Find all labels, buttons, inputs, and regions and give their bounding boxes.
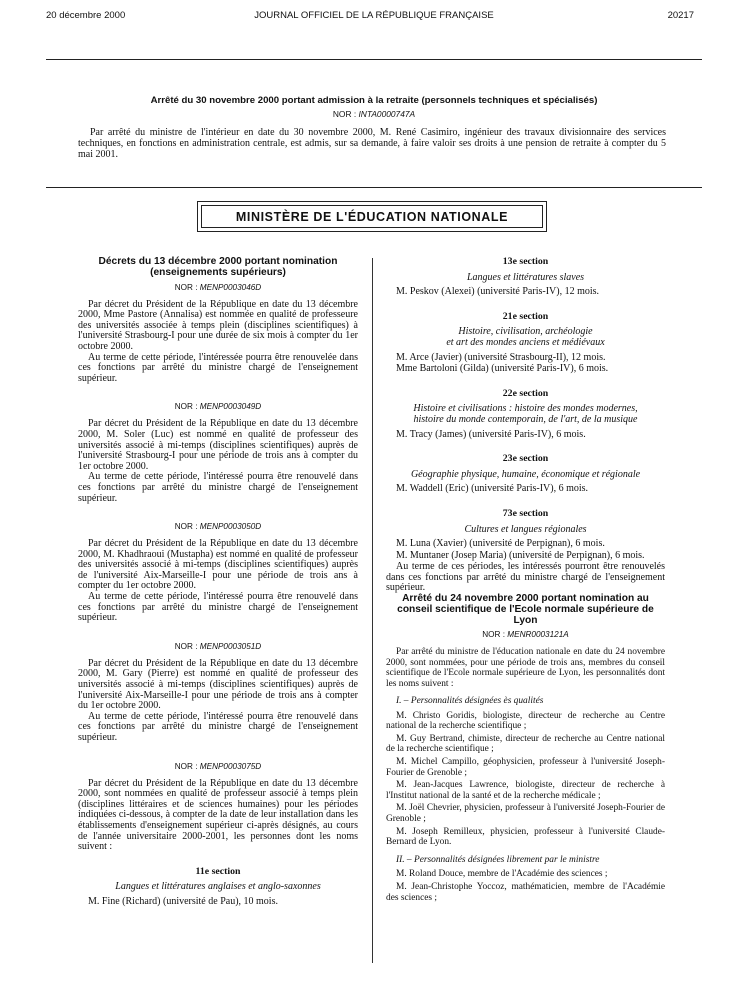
section-heading: 73e section xyxy=(502,507,549,519)
section-rule xyxy=(46,187,702,188)
ministry-heading: MINISTÈRE DE L'ÉDUCATION NATIONALE xyxy=(201,205,543,228)
section-discipline: histoire du monde contemporain, de l'art, de la musique xyxy=(413,413,638,425)
nor-code: INTA0000747A xyxy=(358,109,416,119)
decree-paragraph: Par décret du Président de la République en date du 13 décembre 2000, M. Soler (Luc) est nommé en qualité de professeur des universités associé à mi-temps (disciplines scientifiques) auprès de l'université Strasbourg-I pour une période de trois ans à compter du 1er octobre 2000. xyxy=(78,418,358,472)
decree-paragraph: Par décret du Président de la République en date du 13 décembre 2000, sont nommées en qualité de professeur associé à temps plein (disciplines littéraires et de sciences humaines) pour les périodes indiquées ci-dessous, à compter de la date de leur installation dans les établissements d'enseignement supérieur ci-après désignés, au cours de l'année universitaire 2000-2001, les personnes dont les noms suivent : xyxy=(78,777,358,853)
nor-code: MENP0003046D xyxy=(199,282,262,292)
header-page-number: 20217 xyxy=(667,10,694,21)
section-heading: 21e section xyxy=(502,310,549,322)
section-heading: 22e section xyxy=(502,387,549,399)
appointee-entry: M. Arce (Javier) (université Strasbourg-II), 12 mois. xyxy=(396,351,606,363)
nor-label: NOR : xyxy=(174,522,198,532)
section-discipline: Langues et littératures anglaises et anglo-saxonnes xyxy=(115,881,321,893)
member-entry: M. Joël Chevrier, physicien, professeur à l'université Joseph-Fourier de Grenoble ; xyxy=(386,803,665,825)
member-entry: M. Joseph Remilleux, physicien, professeur à l'université Claude-Bernard de Lyon. xyxy=(386,826,665,848)
decree-paragraph: Par décret du Président de la République en date du 13 décembre 2000, M. Khadhraoui (Mustapha) est nommé en qualité de professeur des universités associé à mi-temps (disciplines scientifiques) auprès de l'université Aix-Marseille-I pour une période de trois ans à compter du 1er octobre 2000. xyxy=(78,538,358,592)
member-entry: M. Jean-Jacques Lawrence, biologiste, directeur de recherche à l'Institut national de la santé et de la recherche médicale ; xyxy=(386,780,665,801)
renewal-note: Au terme de ces périodes, les intéressés pourront être renouvelés dans ces fonctions par arrêté du ministre chargé de l'enseignement supérieur. xyxy=(386,561,665,594)
nor-line xyxy=(78,522,358,532)
appointee-entry: M. Waddell (Eric) (université Paris-IV), 6 mois. xyxy=(396,483,589,495)
column-divider xyxy=(372,258,373,963)
section-heading: 13e section xyxy=(502,256,549,267)
nor-code: MENP0003049D xyxy=(199,402,262,412)
arrete-interieur-nor xyxy=(46,109,702,119)
left-column xyxy=(78,257,358,913)
section-heading: 23e section xyxy=(502,453,549,465)
nor-code: MENP0003051D xyxy=(199,641,262,651)
nor-code: MENP0003050D xyxy=(199,522,262,532)
nor-line xyxy=(78,402,358,412)
arrete-ens-lyon-title: Arrêté du 24 novembre 2000 portant nomination au conseil scientifique de l'Ecole normale supérieure de Lyon xyxy=(397,593,654,626)
decree-renewal-paragraph: Au terme de cette période, l'intéressé pourra être renouvelé dans ces fonctions par arrêté du ministre chargé de l'enseignement supérieur. xyxy=(78,710,358,743)
section-discipline: Histoire et civilisations : histoire des mondes modernes, xyxy=(413,403,638,415)
member-entry: M. Jean-Christophe Yoccoz, mathématicien, membre de l'Académie des sciences ; xyxy=(386,881,665,903)
page-header xyxy=(0,0,748,40)
nor-label: NOR : xyxy=(174,282,198,292)
member-entry: M. Roland Douce, membre de l'Académie des sciences ; xyxy=(396,869,608,880)
nor-label: NOR : xyxy=(174,641,198,651)
nor-code: MENR0003121A xyxy=(507,630,569,640)
section-discipline: Histoire, civilisation, archéologie xyxy=(458,326,593,338)
appointee-entry: M. Luna (Xavier) (université de Perpignan), 6 mois. xyxy=(396,538,605,550)
section-heading: 11e section xyxy=(195,865,241,877)
arrete-interieur-title: Arrêté du 30 novembre 2000 portant admission à la retraite (personnels techniques et spécialisés) xyxy=(150,95,598,106)
appointee-entry: M. Muntaner (Josep Maria) (université de Perpignan), 6 mois. xyxy=(396,549,645,561)
nor-code: MENP0003075D xyxy=(199,761,262,771)
nor-label: NOR : xyxy=(332,109,357,119)
header-rule xyxy=(46,59,702,60)
nor-label: NOR : xyxy=(174,402,198,412)
nor-line xyxy=(78,283,358,293)
member-entry: M. Christo Goridis, biologiste, directeur de recherche au Centre national de la recherche scientifique ; xyxy=(386,710,665,732)
arrete-interieur-body: Par arrêté du ministre de l'intérieur en date du 30 novembre 2000, M. René Casimiro, ingénieur des travaux divisionnaire des services techniques, en fonctions en administration centrale, est admis, sur sa demande, à faire valoir ses droits à une pension de retraite à compter du 5 mai 2001. xyxy=(78,127,666,160)
header-title: JOURNAL OFFICIEL DE LA RÉPUBLIQUE FRANÇAISE xyxy=(254,10,494,21)
nor-label: NOR : xyxy=(482,630,505,640)
member-entry: M. Michel Campillo, géophysicien, professeur à l'université Joseph-Fourier de Grenoble ; xyxy=(386,757,665,778)
ministry-heading-frame xyxy=(197,201,547,232)
decree-paragraph: Par décret du Président de la République en date du 13 décembre 2000, Mme Pastore (Annalisa) est nommée en qualité de professeure des universités associée à temps plein (disciplines scientifiques) à l'université Strasbourg-I pour une durée de six mois à compter du 1er octobre 2000. xyxy=(78,298,358,352)
members-section-heading: II. – Personnalités désignées librement par le ministre xyxy=(396,854,600,865)
header-date: 20 décembre 2000 xyxy=(46,10,126,21)
members-section-heading: I. – Personnalités désignées ès qualités xyxy=(396,696,544,707)
appointee-entry: M. Peskov (Alexei) (université Paris-IV), 12 mois. xyxy=(396,286,600,298)
section-discipline: Cultures et langues régionales xyxy=(464,523,587,535)
member-entry: M. Guy Bertrand, chimiste, directeur de recherche au Centre national de la recherche scientifique ; xyxy=(386,733,665,755)
decrets-title: Décrets du 13 décembre 2000 portant nomination (enseignements supérieurs) xyxy=(98,256,338,278)
decree-paragraph: Par décret du Président de la République en date du 13 décembre 2000, M. Gary (Pierre) est nommé en qualité de professeur des universités associé à mi-temps (disciplines scientifiques) auprès de l'université Aix-Marseille-I pour une période de trois ans à compter du 1er octobre 2000. xyxy=(78,657,358,712)
decree-renewal-paragraph: Au terme de cette période, l'intéressé pourra être renouvelé dans ces fonctions par arrêté du ministre chargé de l'enseignement supérieur. xyxy=(78,591,358,624)
decree-renewal-paragraph: Au terme de cette période, l'intéressé pourra être renouvelé dans ces fonctions par arrêté du ministre chargé de l'enseignement supérieur. xyxy=(78,471,358,504)
section-discipline: et art des mondes anciens et médiévaux xyxy=(446,336,605,348)
arrete-ens-lyon-body: Par arrêté du ministre de l'éducation nationale en date du 24 novembre 2000, sont nommées, pour une période de trois ans, membres du conseil scientifique de l'Ecole normale supérieure de Lyon, les personnalités dont les noms suivent : xyxy=(386,647,665,689)
appointee-entry: Mme Bartoloni (Gilda) (université Paris-IV), 6 mois. xyxy=(396,363,609,375)
right-column xyxy=(386,257,665,905)
appointee-entry: M. Fine (Richard) (université de Pau), 10 mois. xyxy=(88,895,278,907)
decree-renewal-paragraph: Au terme de cette période, l'intéressée pourra être renouvelée dans ces fonctions par arrêté du ministre chargé de l'enseignement supérieur. xyxy=(78,351,358,384)
appointee-entry: M. Tracy (James) (université Paris-IV), 6 mois. xyxy=(396,428,586,440)
section-discipline: Géographie physique, humaine, économique et régionale xyxy=(410,468,641,480)
nor-line xyxy=(386,630,665,640)
nor-label: NOR : xyxy=(174,761,198,771)
section-discipline: Langues et littératures slaves xyxy=(466,271,585,283)
nor-line xyxy=(78,642,358,652)
nor-line xyxy=(78,762,358,772)
